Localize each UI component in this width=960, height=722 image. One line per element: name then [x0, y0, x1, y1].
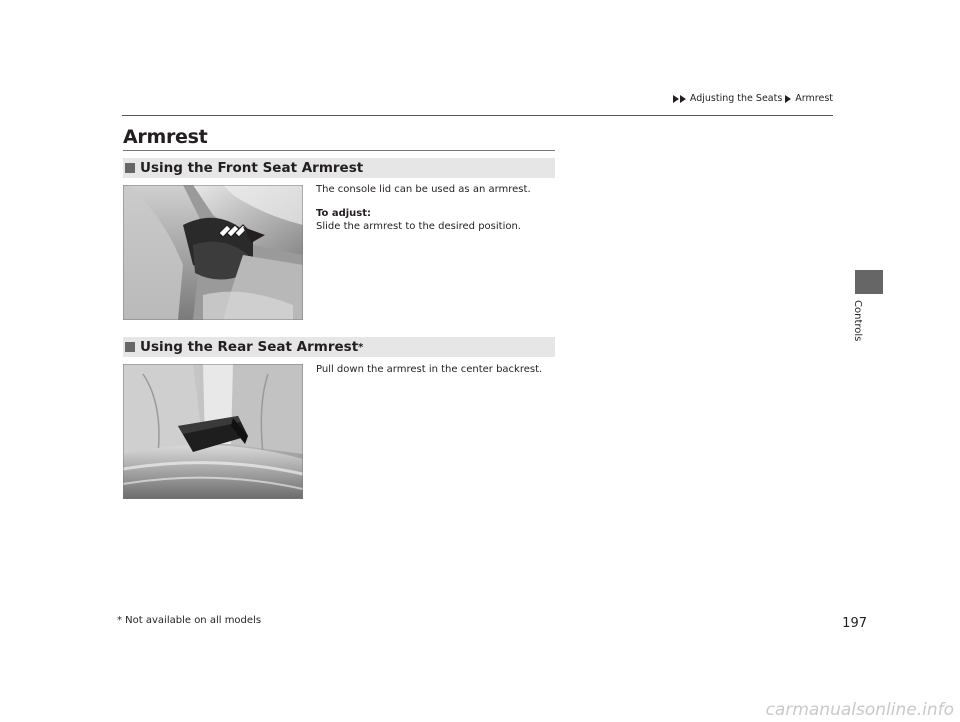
- chapter-tab-marker: [855, 270, 883, 294]
- rear-armrest-heading-bar: [123, 337, 555, 357]
- rear-armrest-illustration: [123, 364, 303, 499]
- section-square-icon: [125, 342, 135, 352]
- header-divider: [122, 115, 833, 116]
- not-available-asterisk: *: [358, 341, 364, 353]
- front-armrest-heading: Using the Front Seat Armrest: [140, 160, 364, 176]
- rear-armrest-description: Pull down the armrest in the center backrest.: [316, 364, 543, 375]
- breadcrumb-page: Armrest: [795, 93, 833, 104]
- front-armrest-heading-bar: [123, 158, 555, 178]
- breadcrumb-section[interactable]: Adjusting the Seats: [689, 93, 783, 104]
- title-divider: [123, 150, 555, 151]
- watermark[interactable]: carmanualsonline.info: [765, 700, 954, 720]
- front-armrest-description-block: [316, 183, 556, 233]
- triangle-arrow-icon: [680, 95, 686, 103]
- triangle-arrow-icon: [673, 95, 679, 103]
- chapter-tab-label: [851, 300, 871, 360]
- adjust-label: To adjust:: [316, 208, 372, 219]
- front-armrest-description: The console lid can be used as an armrest.: [316, 184, 531, 195]
- page-title: Armrest: [123, 126, 208, 148]
- breadcrumb: [673, 93, 833, 104]
- rear-armrest-heading: Using the Rear Seat Armrest: [140, 339, 359, 355]
- chapter-tab-text: Controls: [852, 300, 863, 342]
- page-number: 197: [842, 616, 867, 631]
- triangle-arrow-icon: [785, 95, 791, 103]
- front-armrest-illustration: [123, 185, 303, 320]
- adjust-instruction: Slide the armrest to the desired position.: [316, 221, 521, 232]
- section-square-icon: [125, 163, 135, 173]
- footnote: * Not available on all models: [117, 615, 262, 626]
